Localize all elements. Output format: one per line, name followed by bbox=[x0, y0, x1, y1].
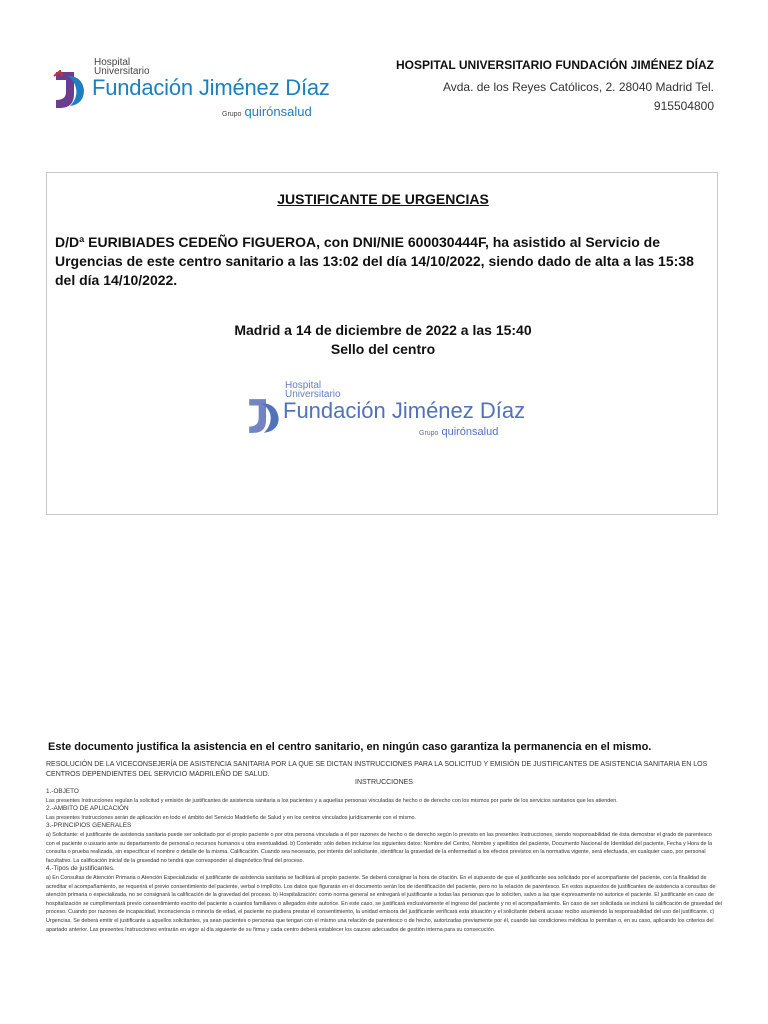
logo-line2: Universitario bbox=[94, 66, 150, 77]
section-text: Las presentes Instrucciones regulan la solicitud y emisión de justificantes de asistencia sanitaria a los pacientes y a aquellas personas vinculadas de hecho o de derecho con los mismos por parte de los servicios sanitarios que les atienden. bbox=[46, 797, 618, 804]
hospital-logo-icon bbox=[52, 70, 90, 110]
stamp-group bbox=[419, 426, 498, 438]
certificate-title: JUSTIFICANTE DE URGENCIAS bbox=[277, 191, 489, 207]
logo-group-prefix: Grupo bbox=[222, 111, 242, 118]
hospital-address: Avda. de los Reyes Católicos, 2. 28040 Madrid Tel. 915504800 bbox=[442, 80, 714, 113]
place-date: Madrid a 14 de diciembre de 2022 a las 15:40 bbox=[234, 322, 532, 338]
center-stamp bbox=[245, 378, 525, 448]
hospital-logo bbox=[52, 54, 332, 118]
resolution-text: RESOLUCIÓN DE LA VICECONSEJERÍA DE ASISTENCIA SANITARIA POR LA QUE SE DICTAN INSTRUCCIONES PARA LA SOLICITUD Y EMISIÓN DE JUSTIFICANTES DE ASISTENCIA SANITARIA EN LOS CENTROS DEPENDIENTES DEL SERVICIO MADRILEÑO DE SALUD. bbox=[46, 761, 708, 778]
certificate-box bbox=[46, 172, 718, 515]
logo-hospital-text bbox=[94, 58, 150, 76]
section-text: a) Solicitante: el justificante de asistencia sanitaria puede ser solicitado por el propio paciente o por otra persona vinculada a él por razones de hecho o de derecho según lo previsto en las presentes Instrucciones, siendo responsabilidad de ésta demostrar el grado de parentesco con el paciente o usuario ante su departamento de personal o recursos humanos u otra eventualidad. b) Contenido: sólo deben incluirse los siguientes datos: Nombre del Centro, Nombre y apellidos del paciente, Documento Nacional de Identidad del paciente, Fecha y Hora de la consulta o prueba realizada, sin especificar el nombre o detalle de la misma. Calificación. Cuando sea necesario, por interés del solicitante, identificar la gravedad de la enfermedad a los efectos previstos en la normativa vigente, será efectuada, en cualquier caso, por personal facultativo. La calificación inicial de la gravedad no tendrá que corresponder al diagnóstico final del proceso. bbox=[46, 831, 713, 864]
stamp-hospital-text bbox=[285, 381, 341, 399]
stamp-logo-icon bbox=[245, 394, 285, 438]
stamp-group-name: quirónsalud bbox=[441, 426, 499, 438]
section-heading: 3.-PRINCIPIOS GENERALES bbox=[46, 822, 132, 830]
stamp-group-prefix: Grupo bbox=[419, 430, 439, 437]
instructions-title: INSTRUCCIONES bbox=[355, 779, 413, 786]
stamp-label: Sello del centro bbox=[330, 341, 436, 357]
validity-notice: Este documento justifica la asistencia en el centro sanitario, en ningún caso garantiza la permanencia en el mismo. bbox=[48, 741, 652, 753]
stamp-line2: Universitario bbox=[285, 389, 341, 400]
section-heading: 2.-AMBITO DE APLICACIÓN bbox=[46, 805, 129, 813]
logo-group-name: quirónsalud bbox=[244, 104, 312, 119]
section-text: Las presentes Instrucciones serán de aplicación en todo el ámbito del Servicio Madrileño de Salud y en los centros vinculados jurídicamente con el mismo. bbox=[46, 814, 417, 821]
stamp-line1: Hospital bbox=[285, 380, 322, 391]
logo-line1: Hospital bbox=[94, 57, 131, 68]
section-text: a) En Consultas de Atención Primaria o Atención Especializada: el justificante de asistencia sanitaria se facilitará al propio paciente. Se deberá consignar la hora de citación. En el supuesto de que el justificante sea solicitado por el acompañante del paciente, con la finalidad de acreditar el acompañamiento, se requerirá el previo consentimiento del paciente, verbal o implícito. Los datos que figurarán en el documento serán los de identificación del paciente, pero no la relación de parentesco. En estos supuestos de justificantes de asistencia a consultas de atención primaria o especializada, no se consignará la calificación de la gravedad del proceso. b) Hospitalización: como norma general se entregará el justificante a todas las personas que lo soliciten, salvo a las que expresamente no autorice el paciente. El justificante en caso de hospitalización se cumplimentará previo consentimiento escrito del paciente a cuantos familiares o allegados éste autorice. En este caso, se justificará exclusivamente el ingreso del paciente y no el acompañamiento. En caso de ser solicitada se incluirá la calificación de gravedad del proceso. Cuando por razones de incapacidad, inconsciencia o minoría de edad, el paciente no pudiera prestar el consentimiento, la unidad emisora del justificante verificará esta situación y el solicitante deberá acusar recibo asumiendo la responsabilidad del uso del justificante. c) Urgencias. Se deberá emitir el justificante a aquellos solicitantes, ya sean pacientes o personas que tengan con el mismo una relación de parentesco o de hecho, autorizadas previamente por él, cuando las condiciones médicas lo permitan o, en su caso, aplicando los criterios del apartado anterior. Las presentes Instrucciones entrarán en vigor al día siguiente de su firma y cada centro deberá establecer los cauces adecuados de gestión interna para su consecución. bbox=[46, 874, 722, 933]
section-heading: 1.-OBJETO bbox=[46, 788, 79, 795]
place-date-block bbox=[47, 321, 719, 359]
stamp-name: Fundación Jiménez Díaz bbox=[283, 398, 526, 423]
hospital-name: HOSPITAL UNIVERSITARIO FUNDACIÓN JIMÉNEZ DÍAZ bbox=[395, 58, 714, 72]
logo-name: Fundación Jiménez Díaz bbox=[92, 75, 330, 100]
certificate-body: D/Dª EURIBIADES CEDEÑO FIGUEROA, con DNI/NIE 600030444F, ha asistido al Servicio de Urgencias de este centro sanitario a las 13:02 del día 14/10/2022, siendo dado de alta a las 15:38 del día 14/10/2022. bbox=[55, 234, 694, 288]
logo-group bbox=[222, 104, 312, 119]
section-heading: 4.-Tipos de justificantes. bbox=[46, 865, 115, 873]
instructions-sections bbox=[46, 788, 722, 934]
